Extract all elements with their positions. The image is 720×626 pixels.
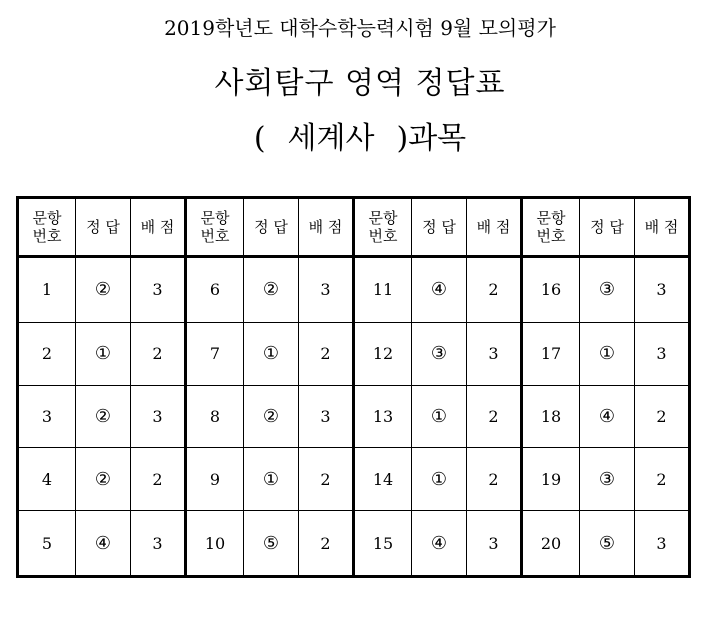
- answer-cell: ⑤: [580, 511, 635, 577]
- answer-cell: ②: [244, 257, 299, 323]
- score-cell: 3: [635, 511, 690, 577]
- answer-cell: ④: [580, 385, 635, 448]
- question-number-cell: 1: [18, 257, 76, 323]
- table-row: [18, 385, 690, 448]
- table-row: [18, 511, 690, 577]
- answer-cell: ③: [580, 257, 635, 323]
- answer-cell: ①: [412, 385, 467, 448]
- answer-cell: ①: [76, 322, 131, 385]
- question-number-cell: 11: [354, 257, 412, 323]
- subject-paren-open: (: [253, 121, 266, 156]
- score-cell: 3: [635, 322, 690, 385]
- score-cell: 2: [299, 322, 354, 385]
- score-cell: 2: [635, 448, 690, 511]
- question-number-cell: 12: [354, 322, 412, 385]
- question-number-cell: 2: [18, 322, 76, 385]
- question-number-cell: 7: [186, 322, 244, 385]
- question-number-cell: 8: [186, 385, 244, 448]
- question-number-cell: 20: [522, 511, 580, 577]
- question-number-cell: 6: [186, 257, 244, 323]
- question-number-cell: 9: [186, 448, 244, 511]
- header-row: [18, 198, 690, 257]
- score-cell: 2: [467, 448, 522, 511]
- answer-cell: ②: [76, 257, 131, 323]
- subject-paren-close: )과목: [396, 121, 467, 156]
- col-header-score: 배 점: [467, 198, 522, 257]
- score-cell: 2: [635, 385, 690, 448]
- question-number-cell: 13: [354, 385, 412, 448]
- answer-cell: ③: [580, 448, 635, 511]
- question-number-cell: 15: [354, 511, 412, 577]
- col-header-number: 문항 번호: [18, 198, 76, 257]
- score-cell: 3: [467, 511, 522, 577]
- answer-table: [16, 196, 691, 578]
- score-cell: 3: [299, 257, 354, 323]
- question-number-cell: 17: [522, 322, 580, 385]
- answer-cell: ①: [412, 448, 467, 511]
- col-header-score: 배 점: [635, 198, 690, 257]
- col-header-score: 배 점: [131, 198, 186, 257]
- question-number-cell: 3: [18, 385, 76, 448]
- col-header-answer: 정 답: [412, 198, 467, 257]
- question-number-cell: 16: [522, 257, 580, 323]
- score-cell: 3: [635, 257, 690, 323]
- question-number-cell: 18: [522, 385, 580, 448]
- col-header-answer: 정 답: [580, 198, 635, 257]
- col-header-answer: 정 답: [244, 198, 299, 257]
- question-number-cell: 14: [354, 448, 412, 511]
- question-number-cell: 5: [18, 511, 76, 577]
- score-cell: 3: [131, 385, 186, 448]
- score-cell: 3: [467, 322, 522, 385]
- answer-cell: ②: [76, 448, 131, 511]
- col-header-number: 문항 번호: [354, 198, 412, 257]
- col-header-number: 문항 번호: [522, 198, 580, 257]
- col-header-answer: 정 답: [76, 198, 131, 257]
- question-number-cell: 19: [522, 448, 580, 511]
- answer-cell: ④: [412, 511, 467, 577]
- answer-cell: ②: [76, 385, 131, 448]
- answer-cell: ①: [580, 322, 635, 385]
- table-row: [18, 257, 690, 323]
- exam-title: 2019학년도 대학수학능력시험 9월 모의평가: [164, 16, 556, 40]
- answer-cell: ⑤: [244, 511, 299, 577]
- score-cell: 2: [299, 511, 354, 577]
- score-cell: 2: [299, 448, 354, 511]
- score-cell: 2: [131, 448, 186, 511]
- score-cell: 3: [131, 511, 186, 577]
- subject-line: [0, 113, 720, 157]
- answer-cell: ①: [244, 448, 299, 511]
- score-cell: 3: [299, 385, 354, 448]
- subject-name: 세계사: [287, 121, 375, 156]
- answer-cell: ①: [244, 322, 299, 385]
- question-number-cell: 10: [186, 511, 244, 577]
- score-cell: 2: [467, 385, 522, 448]
- table-row: [18, 322, 690, 385]
- score-cell: 2: [131, 322, 186, 385]
- answer-cell: ④: [76, 511, 131, 577]
- score-cell: 2: [467, 257, 522, 323]
- question-number-cell: 4: [18, 448, 76, 511]
- answer-cell: ③: [412, 322, 467, 385]
- answer-cell: ②: [244, 385, 299, 448]
- score-cell: 3: [131, 257, 186, 323]
- table-row: [18, 448, 690, 511]
- section-title: 사회탐구 영역 정답표: [214, 66, 506, 101]
- col-header-number: 문항 번호: [186, 198, 244, 257]
- answer-cell: ④: [412, 257, 467, 323]
- col-header-score: 배 점: [299, 198, 354, 257]
